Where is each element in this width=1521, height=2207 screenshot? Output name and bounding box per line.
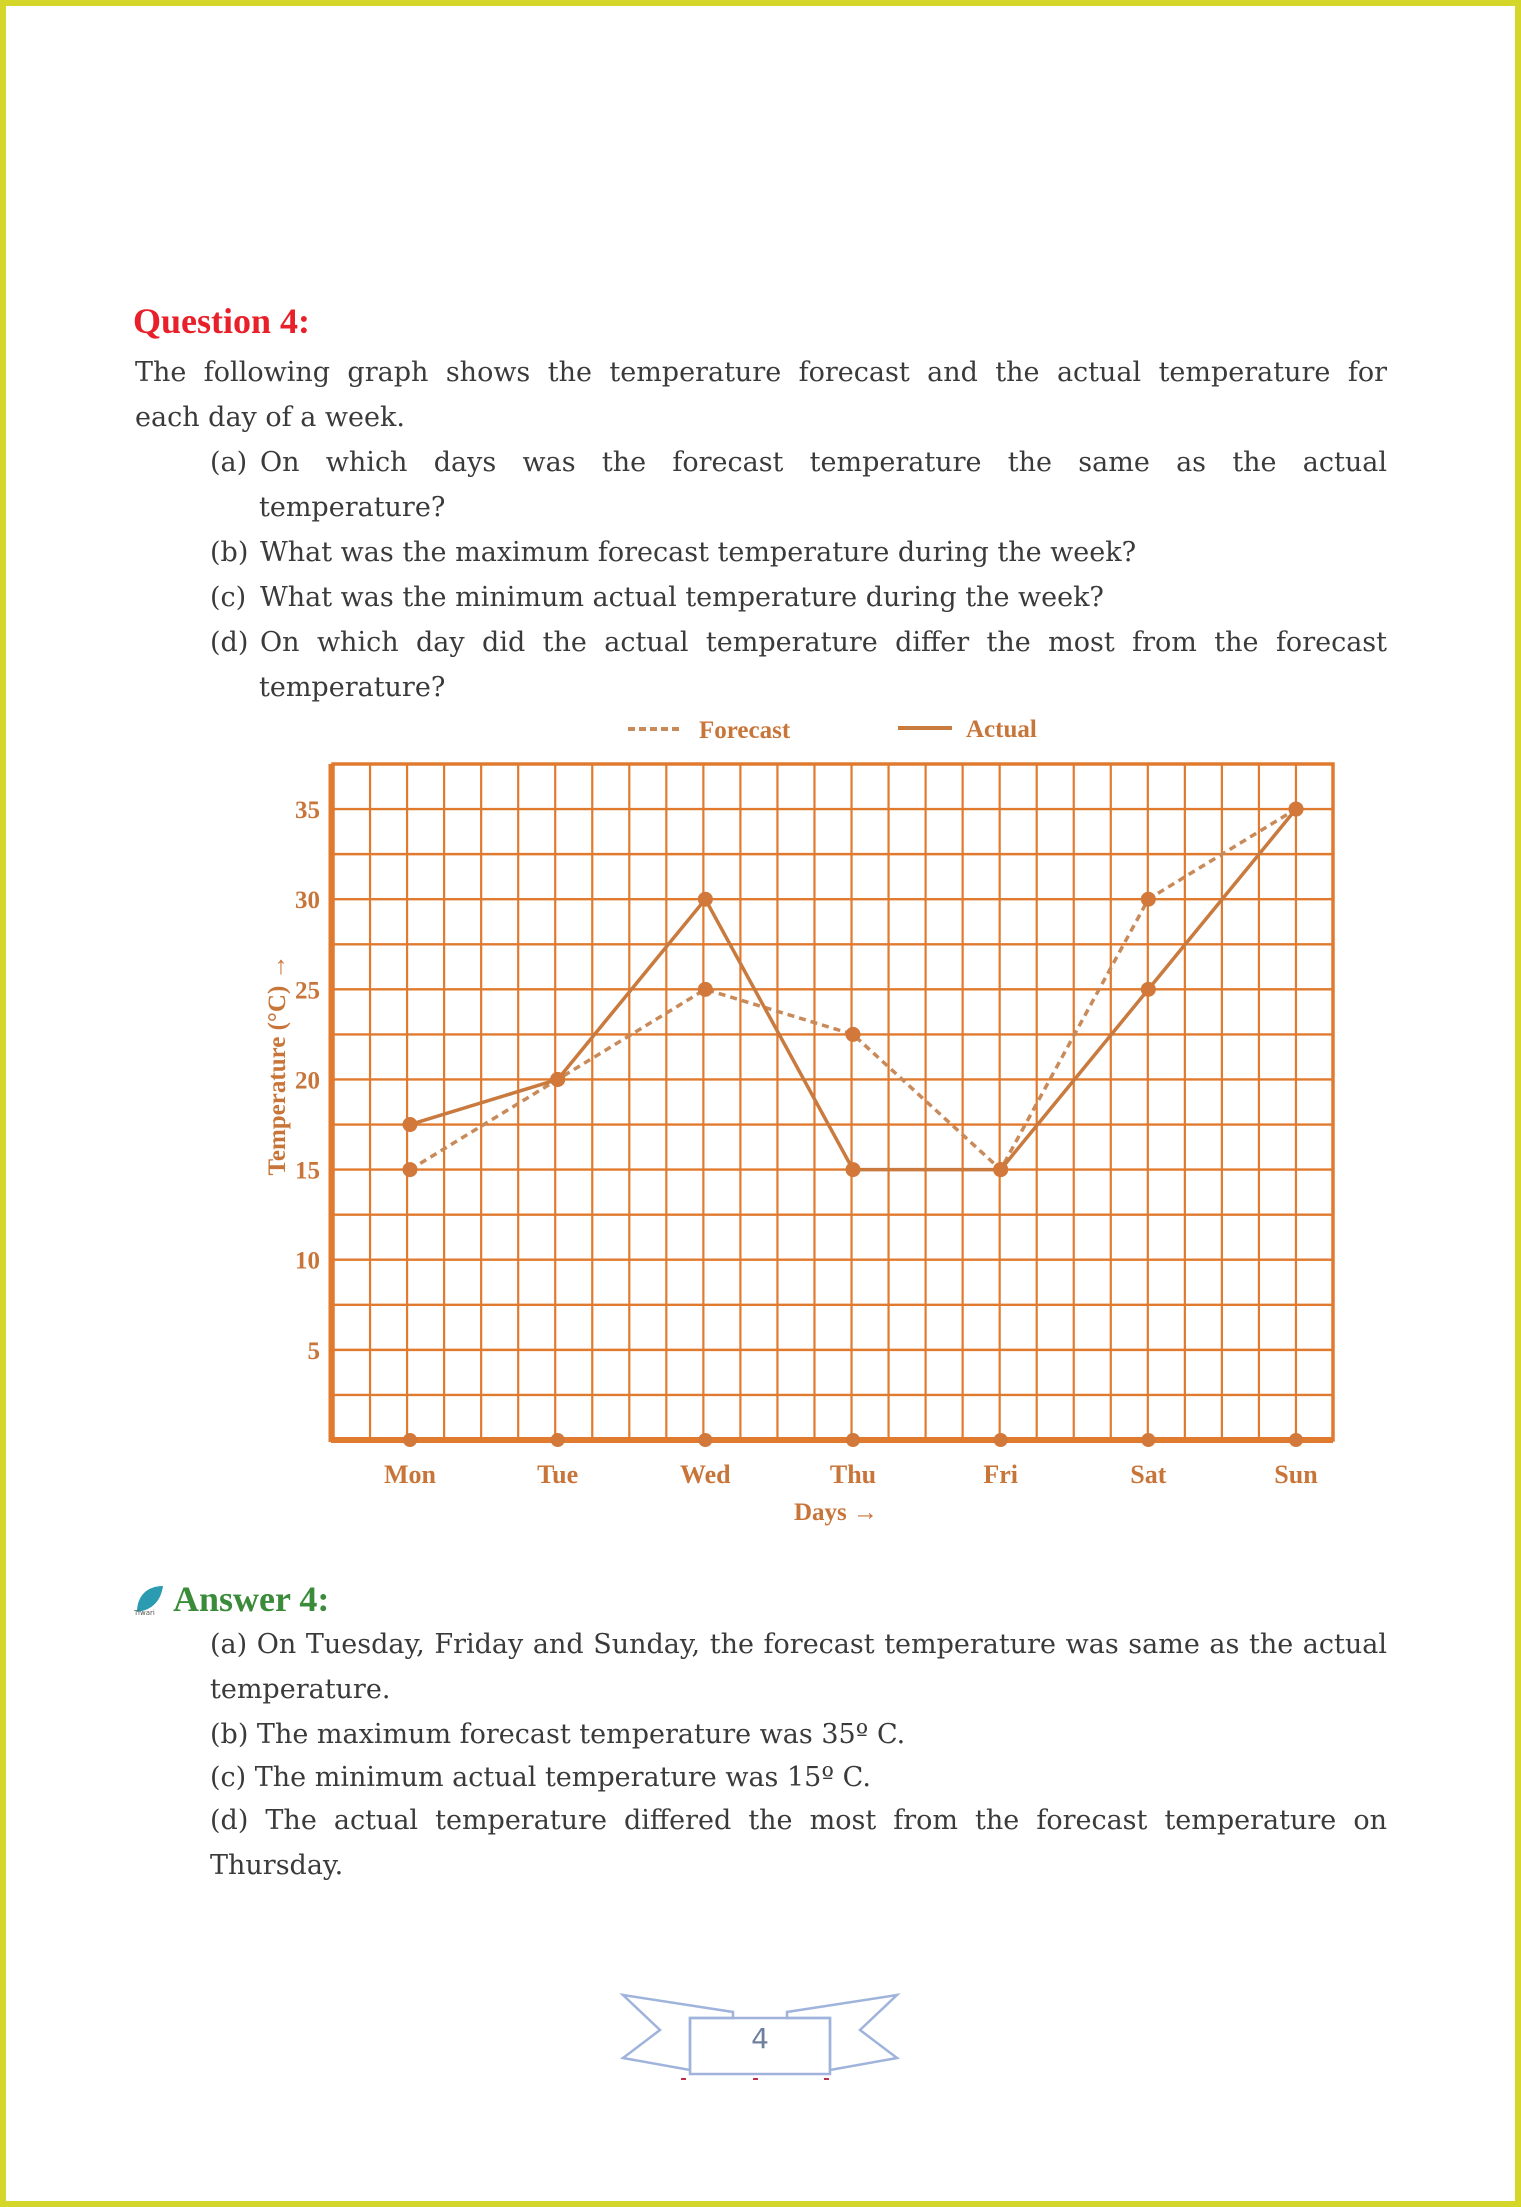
x-axis-tick-marker (1289, 1433, 1303, 1447)
x-axis-tick-marker (551, 1433, 565, 1447)
answer-item-c: (c) The minimum actual temperature was 15º C. (210, 1762, 871, 1793)
data-point-forecast (403, 1162, 418, 1177)
answer-item-d (210, 1798, 1387, 1888)
page-number: 4 (751, 2022, 769, 2055)
y-tick-label: 30 (295, 887, 320, 915)
svg-text:Tiwari: Tiwari (134, 1609, 155, 1616)
data-point-actual (403, 1117, 418, 1132)
x-axis-title: Days → (793, 1499, 879, 1526)
item-label: (d) (210, 627, 249, 658)
data-point-forecast (1141, 892, 1156, 907)
x-tick-label: Sun (1274, 1460, 1318, 1489)
x-axis-tick-marker (698, 1433, 712, 1447)
legend-actual-label: Actual (966, 716, 1037, 743)
item-label: (c) (210, 582, 247, 613)
y-tick-label: 10 (295, 1247, 320, 1275)
y-tick-label: 35 (295, 797, 320, 825)
chart-legend (628, 716, 1037, 744)
question-heading: Question 4: (133, 301, 311, 341)
item-text: What was the maximum forecast temperature during the week? (260, 537, 1137, 568)
intro-line-1: The following graph shows the temperature forecast and the actual temperature for (135, 357, 1387, 388)
x-axis-tick-marker (403, 1433, 417, 1447)
y-tick-label: 15 (295, 1157, 320, 1185)
data-point-actual (1141, 982, 1156, 997)
data-point-actual (846, 1162, 861, 1177)
chart-grid (331, 764, 1333, 1447)
x-tick-label: Thu (829, 1460, 877, 1489)
item-text: What was the minimum actual temperature during the week? (260, 582, 1104, 613)
y-axis-title: Temperature (°C) → (264, 954, 291, 1176)
data-point-actual (993, 1162, 1008, 1177)
item-text-cont: temperature? (259, 672, 446, 703)
answer-item-b: (b) The maximum forecast temperature was 35º C. (210, 1719, 906, 1750)
y-tick-label: 25 (295, 977, 320, 1005)
answer-text: (d) The actual temperature differed the most from the forecast temperature on (210, 1805, 1387, 1836)
x-axis-tick-marker (994, 1433, 1008, 1447)
x-axis-tick-marker (846, 1433, 860, 1447)
item-text: On which day did the actual temperature differ the most from the forecast (260, 627, 1387, 658)
data-point-actual (550, 1072, 565, 1087)
answer-item-a (210, 1622, 1387, 1712)
x-tick-label: Tue (537, 1460, 579, 1489)
item-text-cont: temperature? (259, 492, 446, 523)
answer-heading: Answer 4: (173, 1579, 330, 1619)
y-tick-label: 20 (295, 1067, 320, 1095)
x-tick-label: Mon (384, 1460, 436, 1489)
answer-text-cont: Thursday. (210, 1850, 344, 1881)
tiwari-leaf-logo-icon (133, 1582, 167, 1616)
x-axis-tick-marker (1141, 1433, 1155, 1447)
data-point-actual (1289, 802, 1304, 817)
data-point-forecast (698, 982, 713, 997)
legend-forecast-label: Forecast (699, 717, 791, 744)
data-point-actual (698, 892, 713, 907)
data-point-forecast (846, 1027, 861, 1042)
y-tick-label: 5 (307, 1337, 320, 1365)
item-text: On which days was the forecast temperature the same as the actual (260, 447, 1387, 478)
x-tick-label: Wed (680, 1460, 731, 1489)
item-label: (a) (210, 447, 248, 478)
x-tick-label: Fri (983, 1460, 1018, 1489)
x-tick-label: Sat (1130, 1460, 1167, 1489)
intro-line-2: each day of a week. (135, 402, 405, 433)
answer-text-cont: temperature. (210, 1674, 391, 1705)
item-label: (b) (210, 537, 249, 568)
answer-text: (a) On Tuesday, Friday and Sunday, the forecast temperature was same as the actual (210, 1629, 1387, 1660)
